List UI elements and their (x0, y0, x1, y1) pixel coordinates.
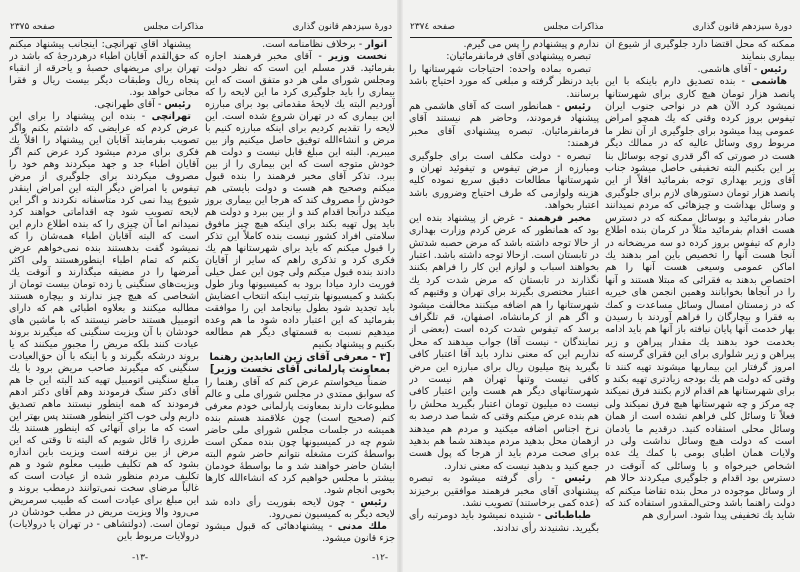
speaker: رئیس (164, 99, 191, 110)
paragraph (205, 521, 395, 545)
paragraph (9, 39, 199, 99)
paragraph (205, 51, 395, 351)
speech-text: - شنیده نمیشود باید دومرتبه رأی بگیرید. نشنیدند رأی ندادند. (409, 510, 599, 534)
speech-text: ندارم و پیشنهادم را پس می گیرم. (463, 39, 599, 50)
header-page-number: صفحه ۲۳۷٤ (410, 22, 456, 32)
header-title: مذاکرات مجلس (543, 22, 604, 32)
header-series: دورهٔ سیزدهم قانون گذاری (692, 22, 792, 32)
column-left (9, 39, 199, 545)
speaker: نخست وزیر (328, 51, 387, 62)
speaker: رئیس (564, 101, 591, 113)
speech-text: - همانطور است که آقای هاشمی هم پیشنهاد فرمودند، وحاضر هم نیستند آقای فرمانفرمائیان. تبصره پیشنهادی آقای مخبر فرهمند: (409, 101, 599, 150)
paragraph (9, 99, 199, 111)
speech-text: تبصره - دولت مکلف است برای جلوگیری ومبارزه از مرض تیفوس و تیفوئید تهران و شهرستانها مطالعات دقیق سریع نموده کلیه هزینه ولوازمی که طرف احتیاج وضروری باشد اعتبار بخواهد. (409, 150, 599, 212)
speaker: مخبر فرهمند (528, 212, 591, 224)
column-left (409, 39, 599, 545)
speaker: هاشمی (751, 76, 787, 88)
paragraph (9, 111, 199, 543)
speech-text: - برخلاف نظامنامه است. (262, 39, 366, 50)
speaker: رئیس (360, 497, 387, 508)
speaker: رئیس (760, 63, 787, 75)
column-right (605, 39, 795, 545)
paragraph (205, 39, 395, 51)
speech-text: پیشنهاد آقای تهرانچی: اینجانب پیشنهاد میکنم که حق‌القدم آقایان اطباء درهردرجهٔ که باشد در تهران برای مریضهای حصبهٔ و یاحرقه از انقباء پنجاه ریال وطبقات دیگر بیست ریال و فقرا مجانی خواهد بود. (9, 39, 199, 98)
speech-text: - بنده تصدیق دارم باینکه با این پانصد هزار تومان هیچ کاری برای شهرستانها نمیشود کرد الآن هم در نواحی جنوب ایران تیفوس بروز کرده وقتی که یك همچو امراض عمومی پیدا میشود برای جلوگیری از آن نظر ما مربوط روی وسائل عالیه که در ممالك دیگر هست در صورتی که اگر قدری توجه بوسائل بنا بر این بکنیم البته تخفیفی حاصل میشود جناب آقای وزیر بهداری توجه بفرمائید اقلاً از این پانصد هزار تومان دستورهای لازم برای جلوگیری و وسائل بهداشت و چیزهائی که مردم نمیدانند صادر بفرمائید و بوسائل ممکنه که در دسترس هست اقدام بفرمائید مثلاً در کرمان بنده اطلاع دارم که تیفوس بروز کرده دو سه مریضخانه در آنجا هست آنها را تخصیص باین امر بدهند یك اماکن عمومی وسیعی هست آنها را هم اختصاص بدهند به فقرائی که مبتلا هستند و آنها را در آنجاها بخوابانند وهمین انجمن های خیریه که در زمستان امسال وسائل مساعدت و کمك به فقرا و بیچارگان را فراهم آوردند با رسیدن بهار خدمت آنها پایان نیافته باز آنها هم باید ادامه بخدمت خود بدهند یك مقدار پیراهن و زیر پیراهن و زیر شلواری برای این فقرای گرسنه که امروز گرفتار این بیماریها میشوند تهیه کنند تا وقتی که دولت هم یك بودجه زیادتری تهیه بکند و برای شهرستانها هم اقدام لازم بکنند فرق نمیکند چه مرکز و چه شهرستانها هیچ فرق نمیکند ولی فعلاً تا وسائل کلی فراهم نشده است از همان وسائل محلی استفاده کنید. درقدیم ما یادمان است که دولت هیچ وسائل نداشت ولی در ولایات همان اطبای بومی با کمك یك عده اشخاص خیرخواه و با وسائلی که آنوقت در دسترس بود اقدام و جلوگیری میکردند حالا هم از وسائل موجوده در محل بنده تقاضا میکنم که دولت راهنما باشد وحتی‌المقدور استفاده کند که شاید یك تخفیفی پیدا شود. اسراری هم (605, 76, 795, 522)
column-right (205, 39, 395, 545)
page-folio: -۱۳- (132, 553, 149, 563)
speech-text: - رأی گرفته میشود به تبصره پیشنهادی آقای مخبر فرهمند موافقین برخیزند (عده کمی برخاستند) تصویب نشد. (409, 473, 599, 510)
section-heading: [۳ - معرفی آقای زین العابدین رهنما بمعاونت پارلمانی آقای نخست وزیر] (209, 352, 391, 375)
speech-text: - چون لایحه بفوریت رأی داده شد لایحه دیگر به کمیسیون نمی‌رود. (205, 497, 395, 520)
paragraph (409, 51, 599, 63)
speaker: رئیس (564, 473, 591, 485)
speech-text: ممکنه که محل اقتضا دارد جلوگیری از شیوع آن بیماری بنمایند (605, 39, 795, 63)
paragraph (409, 510, 599, 535)
paragraph (605, 39, 795, 64)
running-header (10, 20, 392, 38)
paragraph (205, 377, 395, 497)
speech-text: تبصره پیشنهادی آقای فرمانفرمائیان: (446, 51, 591, 63)
header-series: دورهٔ سیزدهم قانون گذاری (292, 22, 392, 32)
paragraph (409, 39, 599, 51)
header-page-number: صفحه ۲۳۷۵ (10, 22, 56, 32)
speaker: ملك مدنی (337, 521, 387, 532)
paragraph (205, 497, 395, 521)
paragraph (605, 76, 795, 523)
speaker: انوار (365, 39, 387, 50)
paragraph (409, 64, 599, 101)
speech-text: - غرض از پیشنهاد بنده این بود که همانطور که عرض کردم وزارت بهداری از حالا توجه داشته باشد که مرض حصبه شدتش در تابستان است. ازحالا توجه داشته باشد. اعتبار بخواهند اسباب و لوازم این کار را فراهم بکنند نگذارند در تابستان که مرض شدت کرد یك اعتبار مختصری بگیرند برای تهران و وقتیهم که شهرستانها را هم اضافه میکنند مخالفت میشود و اگر هم از کرمانشاه، اصفهان، قم تلگراف برسد که تیفوس شدت کرده است (بعضی از نمایندگان - نیست آقا) جواب میدهند که محل نداریم این که معنی ندارد باید آقا اعتبار کافی بگیرید پنج میلیون ریال برای مبارزه این مرض کافی نیست وتنها تهران هم نیست در شهرستانهای دیگر هم هست واین اعتبار کافی نیست ده میلیون تومان اعتبار بگیرید محلش را هم بنده عرض میکنم وقتی که شما صد درصد به نرخ اجناس اضافه میکنید و مردم هم میدهند ازهمان محل بدهید مردم میدهند شما هم بدهید برای صحت مردم باید از هرجا که پول هست جمع کنید و بدهید نیست که معنی ندارد. (409, 212, 599, 472)
speech-text: - پیشنهادهائی که قبول میشود جزء قانون میشود. (205, 521, 395, 544)
running-header (410, 20, 792, 38)
paragraph (409, 151, 599, 213)
paragraph (409, 101, 599, 151)
paragraph (409, 473, 599, 510)
speaker: طباطبائی (544, 510, 591, 522)
paragraph (409, 213, 599, 474)
speaker: تهرانچی (151, 111, 191, 122)
speech-text: - آقای مخبر فرهمند اجازه بفرمائید. قدر مسلم این است که نظر دولت ومجلس شورای ملی هر دو متفق است که این بیماری را باید جلوگیری کرد ما این لایحه را که آوردیم البته یك لایحهٔ مقدماتی بود برای مبارزه این بیماری که در تهران شروع شده است. این لایحه را تقدیم کردیم برای اینکه مبارزه کنیم با مرض و انشاءالله توفیق حاصل میکنیم واز بین میبریم. البته این مبلغ قابل نیست و دولت هم خودش متوجه است که این بیماری را از بین ببرد. تذکر آقای مخبر فرهمند را بنده قبول میکنم وصحیح هم هست و دولت بایستی هم خودش را مصروف کند که هرجا این بیماری بروز میکند درآنجا اقدام کند و از بین ببرد و دولت هم باید پول تهیه بکند برای اینکه هیچ چیز مافوق سلامتی افراد کشور نیست بنده کاملاً این تذکر را قبول میکنم که باید برای شهرستانها هم یك فکری کرد و تذکری راهم که سایر از آقایان دادند بنده قبول میکنم ولی چون این عمل خیلی فوریت دارد میادا برود به کمیسیونها وباز طول بکشد و کمیسیونها بترتیب اینکه انتخاب اعضایش باید تجدید شود بطول بیانجامد این را موافقت بفرمائید که این اعتبار داده شود ما هم وعده میدهیم نسبت به قسمتهای دیگر هم مطالعه بکنیم و پیشنهاد بکنیم (205, 51, 395, 350)
header-title: مذاکرات مجلس (143, 22, 204, 32)
speech-text: - آقای هاشمی. (697, 63, 761, 75)
paragraph (605, 64, 795, 76)
speech-text: - بنده این پیشنهاد را برای این عرض کردم که عرایضی که داشتم بکنم واگر تصویب بفرمایند آقایان این پیشنهاد را اقلاً یك فکری برای مردم میشود کرد عرض کنم اگر آقایان اطباء جد و جهد میکردند وهم خود را مصروف میکردند برای جلوگیری از مرض تیفوس یا امراض دیگر البته این امراض اینقدر شیوع پیدا نمی کرد متأسفانه نکردند و اگر این لایحه تصویب شود چه اقداماتی خواهند کرد نمیدانم اما آن چیزی را که بنده اطلاع دارم این است که البته آقایان اطباء همه‌شان را که نمیشود گفت بدهستند بنده نمی‌خواهم عرض بکنم که تمام اطباء اینطورهستند ولی اکثر آمرضها را در مضیقه میگذارند و آنوقت یك ویزیت‌های سنگینی یا زده تومان بیست تومان از اشخاصی که هیچ چیز ندارند و بیچاره هستند مطالبه میکنند و بعلاوه اطبائی هم که دارای اتومبیل هستند حاضر نیستند که با ماشین های خودشان با آن ویزیت سنگینی که میگیرند بروند عیادت کنند بلکه مریض را مجبور میکنند که یا بروند درشکه بگیرند و یا اینکه با آن حق‌العیادت سنگینی که میگیرند صاحب مریض برود با یك مبلغ سنگینی اتومبیل تهیه کند البته این جا هم آقای دکتر سنگ فرمودند وهم آقای دکتر ادهم فرمودند که همه اینطور نیستند ماهم تصدیق داریم ولی خوب اکثر اینطور هستند پس بهتر این است که ما برای آنهائی که اینطور هستند یك طرزی را قائل شویم که البته تا وقتی که این مرض از بین نرفته است ویزیت باین اندازه بشود که هم تکلیف طبیب معلوم شود و هم تکلیف مردم منظور شده از عیادت است که غالباً مرضای سخت نمی‌توانند درمطب بروند و این مبلغ برای عیادت است که طبیب سرمریض می‌رود والا ویزیت مریض در مطب خودشان در تومان است. (دولتشاهی - در تهران یا درولایات) درولایات مربوط باین (9, 111, 199, 542)
speech-text: - آقای طهرانچی. (94, 99, 165, 110)
page-folio: -۱۲- (372, 553, 389, 563)
speech-text: ضمناً میخواستم عرض کنم که آقای رهنما را که سوابق ممتدی در مجلس شورای ملی و عالم مطبوعات دارند بمعاونت پارلمانی خودم معرفی کنم (صحیح است) چون علاقمند هستم بنده همیشه در جلسات مجلس شورای ملی حاضر شوم چه در کمیسیونها چون بنده ممکن است بواسطهٔ کثرت مشغله نتوانم حاضر شوم البته ایشان حاضر خواهند شد و ما بواسطهٔ خودمان بیشتر با مجلس خواهیم کرد که انشاءالله کارها بخوبی انجام شود. (205, 377, 395, 496)
speech-text: تبصره بماده واحده: احتیاجات شهرستانها را باید درنظر گرفته و مبلغی که مورد احتیاج باشد برسانند. (409, 63, 599, 100)
